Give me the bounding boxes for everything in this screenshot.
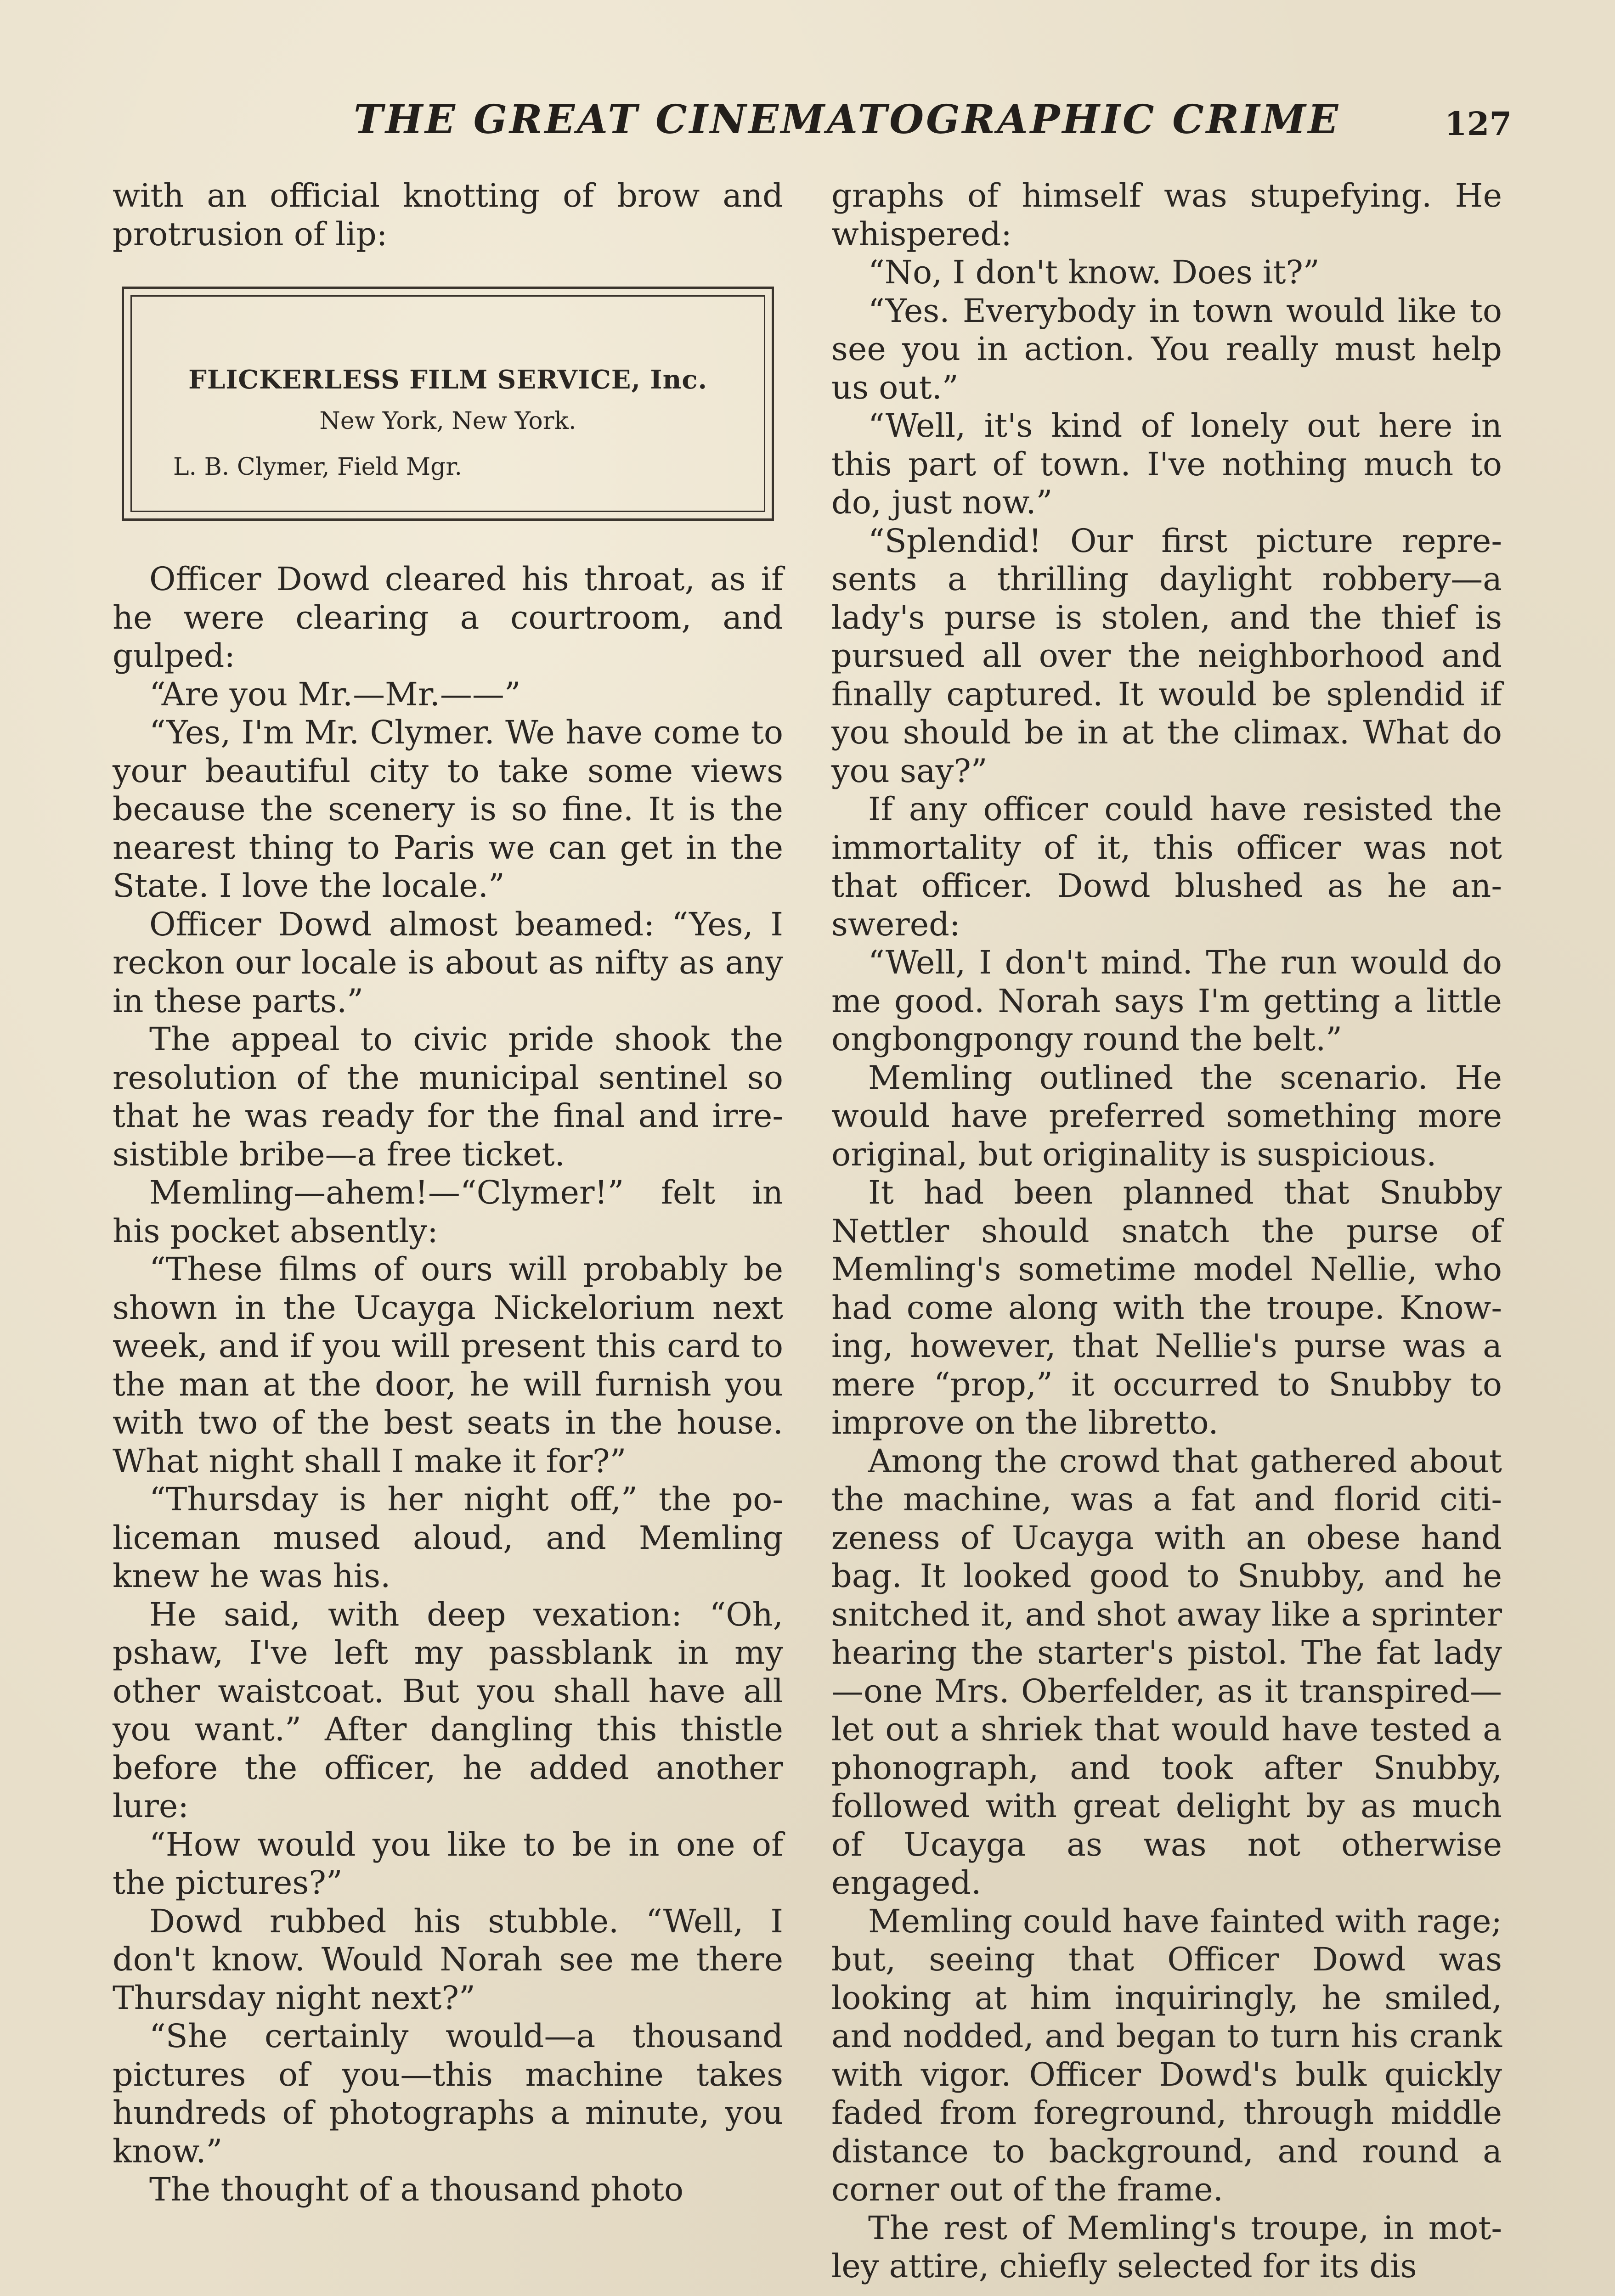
card-company-name: FLICKERLESS FILM SERVICE, Inc. xyxy=(188,365,707,395)
left-column xyxy=(113,177,783,2209)
paragraph: If any officer could have resisted the immortality of it, this officer was not that officer. Dowd blushed as he answered: xyxy=(831,790,1502,943)
paragraph: Among the crowd that gathered about the machine, was a fat and florid citizeness of Ucayga with an obese hand bag. It looked good to Snubby, and he snitched it, and shot away like a sprinter hearing the starter's pistol. The fat lady—one Mrs. Oberfelder, as it transpired—let out a shriek that would have tested a phonograph, and took after Snubby, followed with great delight by as much of Ucayga as was not otherwise engaged. xyxy=(831,1442,1502,1902)
paragraph: “Splendid! Our first picture represents a thrilling daylight robbery—a lady's purse is stolen, and the thief is pursued all over the neighborhood and finally captured. It would be splendid if you should be in at the climax. What do you say?” xyxy=(831,522,1502,790)
paragraph: Memling could have fainted with rage; but, seeing that Officer Dowd was looking at him inquiringly, he smiled, and nodded, and began to turn his crank with vigor. Officer Dowd's bulk quickly faded from foreground, through middle distance to background, and round a corner out of the frame. xyxy=(831,1902,1502,2208)
paragraph: “No, I don't know. Does it?” xyxy=(868,253,1320,291)
paragraph: “She certainly would—a thousand pictures of you—this machine takes hundreds of photographs a minute, you know.” xyxy=(113,2017,783,2170)
paragraph: Dowd rubbed his stubble. “Well, I don't know. Would Norah see me there Thursday night next?” xyxy=(113,1902,783,2017)
business-card xyxy=(122,287,774,521)
paragraph: Officer Dowd almost beamed: “Yes, I reckon our locale is about as nifty as any in these parts.” xyxy=(113,905,783,1020)
paragraph: “Well, I don't mind. The run would do me good. Norah says I'm getting a little ongbongpongy round the belt.” xyxy=(831,944,1502,1058)
page-number: 127 xyxy=(1445,105,1512,143)
paragraph: Officer Dowd cleared his throat, as if he were clearing a courtroom, and gulped: xyxy=(113,560,783,675)
paragraph: It had been planned that Snubby Nettler should snatch the purse of Memling's sometime model Nellie, who had come along with the troupe. Knowing, however, that Nellie's purse was a mere “prop,” it occurred to Snubby to improve on the libretto. xyxy=(831,1174,1502,1441)
paragraph: “These films of ours will probably be shown in the Ucayga Nickelorium next week, and if you will present this card to the man at the door, he will furnish you with two of the best seats in the house. What night shall I make it for?” xyxy=(113,1250,783,1480)
paragraph: graphs of himself was stupefying. He whispered: xyxy=(831,177,1502,253)
paragraph: “How would you like to be in one of the pictures?” xyxy=(113,1825,783,1902)
paragraph: Memling outlined the scenario. He would have preferred something more original, but originality is suspicious. xyxy=(831,1058,1502,1173)
business-card-inner-border xyxy=(130,295,765,512)
running-title: THE GREAT CINEMATOGRAPHIC CRIME xyxy=(354,96,1341,143)
paragraph: Memling—ahem!—“Clymer!” felt in his pocket absently: xyxy=(113,1174,783,1250)
paragraph: The thought of a thousand photo xyxy=(149,2171,683,2208)
paragraph: “Are you Mr.—Mr.——” xyxy=(149,675,521,713)
paragraph: The appeal to civic pride shook the resolution of the municipal sentinel so that he was ready for the final and irresistible bribe—a free ticket. xyxy=(113,1020,783,1173)
running-head xyxy=(0,96,1615,147)
paragraph: He said, with deep vexation: “Oh, pshaw, I've left my passblank in my other waistcoat. But you shall have all you want.” After dangling this thistle before the officer, he added another lure: xyxy=(113,1595,783,1825)
paragraph: “Thursday is her night off,” the policeman mused aloud, and Memling knew he was his. xyxy=(113,1480,783,1595)
paragraph: “Well, it's kind of lonely out here in this part of town. I've nothing much to do, just now.” xyxy=(831,407,1502,521)
paragraph: “Yes, I'm Mr. Clymer. We have come to your beautiful city to take some views because the scenery is so fine. It is the nearest thing to Paris we can get in the State. I love the locale.” xyxy=(113,714,783,905)
paragraph: with an official knotting of brow and protrusion of lip: xyxy=(113,177,783,253)
card-city: New York, New York. xyxy=(319,407,576,435)
card-manager-name: L. B. Clymer, Field Mgr. xyxy=(173,453,463,481)
paragraph: “Yes. Everybody in town would like to see you in action. You really must help us out.” xyxy=(831,292,1502,406)
paragraph: The rest of Memling's troupe, in motley attire, chiefly selected for its dis xyxy=(831,2209,1502,2285)
right-column xyxy=(831,177,1502,2286)
